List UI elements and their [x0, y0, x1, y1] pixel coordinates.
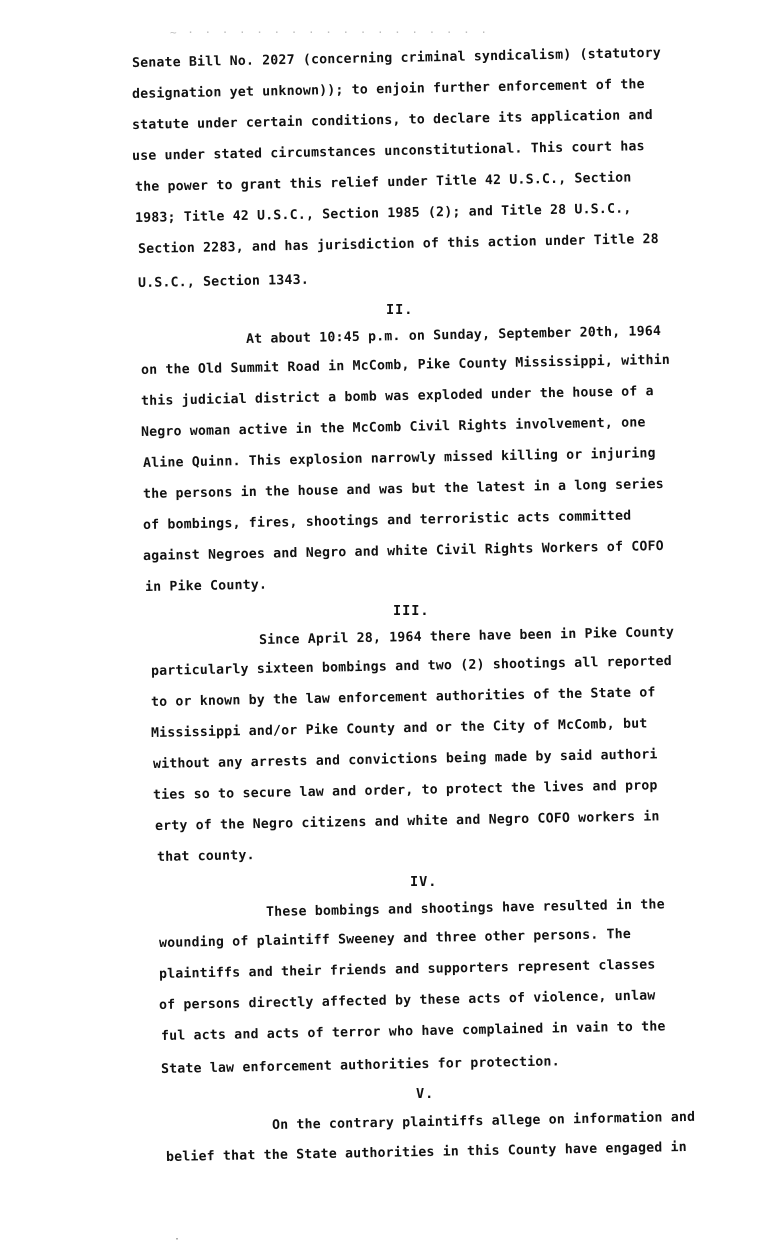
body-line: belief that the State authorities in this County have engaged in — [165, 1140, 687, 1165]
section-heading-iv: IV. — [410, 874, 438, 890]
body-line: designation yet unknown)); to enjoin further enforcement of the — [131, 77, 645, 102]
body-line: U.S.C., Section 1343. — [137, 272, 310, 291]
scan-speck: · — [174, 1234, 181, 1245]
body-line: plaintiffs and their friends and supporters represent classes — [158, 957, 656, 982]
body-line: of persons directly affected by these acts of violence, unlaw — [158, 988, 656, 1013]
body-line: ful acts and acts of terror who have complained in vain to the — [160, 1019, 666, 1044]
body-line: State law enforcement authorities for protection. — [160, 1054, 560, 1077]
body-line: ties so to secure law and order, to protect the lives and prop — [152, 778, 658, 803]
section-heading-iii: III. — [393, 603, 430, 619]
body-line: 1983; Title 42 U.S.C., Section 1985 (2); and Title 28 U.S.C., — [134, 201, 632, 226]
body-line: to or known by the law enforcement authorities of the State of — [150, 685, 656, 710]
body-line: on the Old Summit Road in McComb, Pike County Mississippi, within — [140, 352, 671, 378]
body-line: without any arrests and convictions being made by said authori — [152, 747, 658, 772]
body-line: the power to grant this relief under Title 42 U.S.C., Section — [134, 170, 632, 195]
body-line: These bombings and shootings have resulted in the — [265, 897, 665, 920]
body-line: against Negroes and Negro and white Civil Rights Workers of COFO — [142, 539, 664, 564]
body-line: Negro woman active in the McComb Civil Rights involvement, one — [140, 415, 646, 440]
body-line: in Pike County. — [144, 577, 268, 595]
body-line: At about 10:45 p.m. on Sunday, September 20th, 1964 — [245, 324, 662, 347]
body-line: Since April 28, 1964 there have been in Pike County — [258, 625, 675, 648]
body-line: of bombings, fires, shootings and terroristic acts committed — [142, 508, 632, 533]
body-line: Aline Quinn. This explosion narrowly missed killing or injuring — [142, 446, 656, 471]
body-line: this judicial district a bomb was exploded under the house of a — [140, 384, 654, 409]
scan-noise-header: ~ · · · · · · · · · · · · · · · · · · — [170, 26, 490, 39]
body-line: Section 2283, and has jurisdiction of this action under Title 28 — [137, 232, 659, 257]
section-heading-ii: II. — [386, 302, 414, 318]
body-line: erty of the Negro citizens and white and Negro COFO workers in — [154, 809, 660, 834]
body-line: wounding of plaintiff Sweeney and three other persons. The — [158, 926, 632, 951]
body-line: use under stated circumstances unconstitutional. This court has — [131, 139, 645, 164]
body-line: On the contrary plaintiffs allege on information and — [271, 1109, 696, 1133]
body-line: particularly sixteen bombings and two (2) shootings all reported — [150, 654, 672, 679]
body-line: Senate Bill No. 2027 (concerning criminal syndicalism) (statutory — [131, 45, 662, 71]
body-line: that county. — [156, 848, 255, 865]
body-line: the persons in the house and was but the latest in a long series — [142, 477, 664, 502]
body-line: Mississippi and/or Pike County and or the City of McComb, but — [150, 716, 648, 741]
body-line: statute under certain conditions, to declare its application and — [131, 108, 653, 133]
section-heading-v: V. — [416, 1086, 435, 1102]
